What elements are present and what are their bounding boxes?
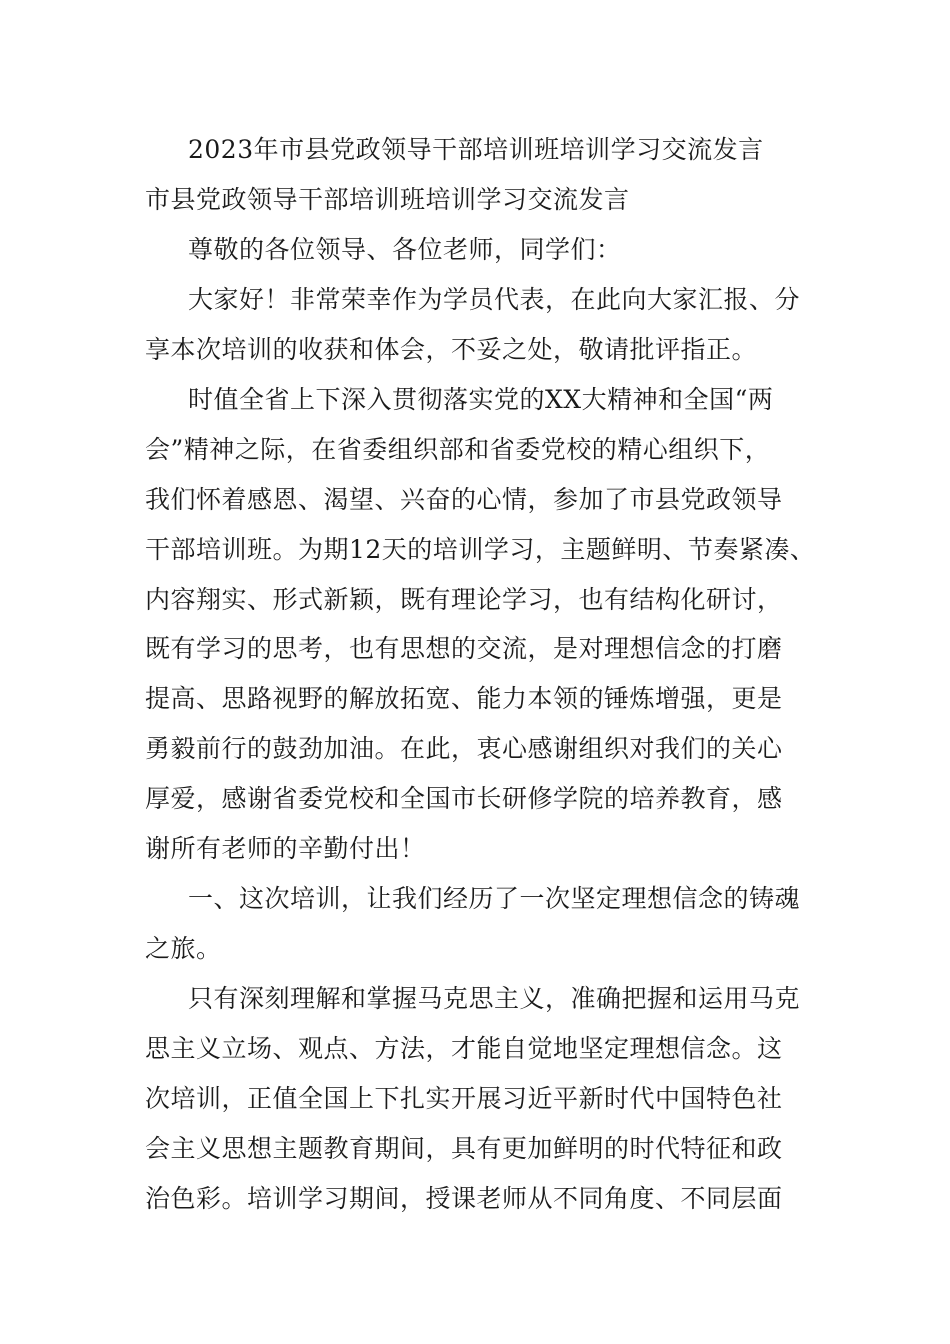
paragraph-line: 大家好！非常荣幸作为学员代表，在此向大家汇报、分 <box>188 285 801 314</box>
paragraph-line: 勇毅前行的鼓劲加油。在此，衷心感谢组织对我们的关心 <box>145 734 783 763</box>
paragraph-line: 享本次培训的收获和体会，不妥之处，敬请批评指正。 <box>145 335 758 364</box>
section-heading-line: 一、这次培训，让我们经历了一次坚定理想信念的铸魂 <box>188 884 801 913</box>
document-subtitle: 市县党政领导干部培训班培训学习交流发言 <box>145 185 630 214</box>
paragraph-line: 我们怀着感恩、渴望、兴奋的心情，参加了市县党政领导 <box>145 485 783 514</box>
section-heading-line: 之旅。 <box>145 934 222 963</box>
paragraph-line: 次培训，正值全国上下扎实开展习近平新时代中国特色社 <box>145 1084 783 1113</box>
paragraph-line: 既有学习的思考，也有思想的交流，是对理想信念的打磨 <box>145 634 783 663</box>
paragraph-line: 内容翔实、形式新颖，既有理论学习，也有结构化研讨， <box>145 585 783 614</box>
paragraph-line: 干部培训班。为期12天的培训学习，主题鲜明、节奏紧凑、 <box>145 535 816 564</box>
salutation-line: 尊敬的各位领导、各位老师，同学们： <box>188 235 622 264</box>
paragraph-line: 治色彩。培训学习期间，授课老师从不同角度、不同层面 <box>145 1184 783 1213</box>
paragraph-line: 提高、思路视野的解放拓宽、能力本领的锤炼增强，更是 <box>145 684 783 713</box>
paragraph-line: 会”精神之际，在省委组织部和省委党校的精心组织下， <box>145 435 771 464</box>
paragraph-line: 时值全省上下深入贯彻落实党的XX大精神和全国“两 <box>188 385 774 414</box>
paragraph-line: 只有深刻理解和掌握马克思主义，准确把握和运用马克 <box>188 984 801 1013</box>
paragraph-line: 厚爱，感谢省委党校和全国市长研修学院的培养教育，感 <box>145 784 783 813</box>
paragraph-line: 思主义立场、观点、方法，才能自觉地坚定理想信念。这 <box>145 1034 783 1063</box>
paragraph-line: 谢所有老师的辛勤付出！ <box>145 834 426 863</box>
paragraph-line: 会主义思想主题教育期间，具有更加鲜明的时代特征和政 <box>145 1134 783 1163</box>
document-title: 2023年市县党政领导干部培训班培训学习交流发言 <box>188 135 764 164</box>
